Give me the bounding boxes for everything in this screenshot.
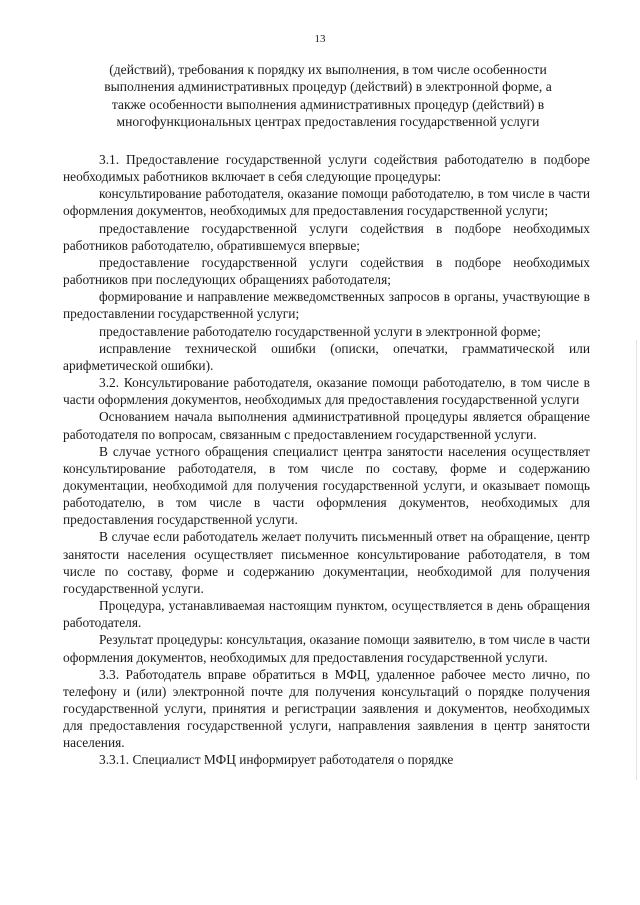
paragraph: В случае устного обращения специалист центра занятости населения осуществляет консультирование работодателя, в том числе по составу, форме и содержанию документации, необходимой для получения государственной услуги, и оказывает помощь работодателю, в том числе в части оформления документов, необходимых для предоставления государственной услуги. (63, 443, 590, 528)
page-number: 13 (314, 33, 326, 45)
paragraph: 3.3.1. Специалист МФЦ информирует работодателя о порядке (99, 752, 454, 768)
section-heading (78, 61, 578, 131)
paragraph: 3.2. Консультирование работодателя, оказание помощи работодателю, в том числе в части оформления документов, необходимых для предоставления государственной услуги (63, 375, 590, 408)
heading-line: также особенности выполнения административных процедур (действий) в (111, 96, 545, 112)
paragraph: В случае если работодатель желает получить письменный ответ на обращение, центр занятости населения осуществляет письменное консультирование работодателя, в том числе по составу, форме и содержанию документации, необходимой для получения государственной услуги. (63, 529, 590, 596)
paragraph: исправление технической ошибки (описки, опечатки, грамматической или арифметической ошибки). (63, 340, 590, 373)
paragraph: предоставление работодателю государственной услуги в электронной форме; (99, 323, 541, 339)
paragraph: формирование и направление межведомственных запросов в органы, участвующие в предоставлении государственной услуги; (63, 289, 590, 322)
paragraph: Основанием начала выполнения административной процедуры является обращение работодателя по вопросам, связанным с предоставлением государственной услуги. (63, 409, 590, 442)
paragraph: предоставление государственной услуги содействия в подборе необходимых работников при последующих обращениях работодателя; (63, 254, 590, 288)
paragraph: 3.1. Предоставление государственной услуги содействия работодателю в подборе необходимых работников включает в себя следующие процедуры: (63, 152, 590, 185)
heading-line: (действий), требования к порядку их выполнения, в том числе особенности (109, 62, 547, 77)
heading-line: многофункциональных центрах предоставления государственной услуги (116, 114, 540, 130)
paragraph: Процедура, устанавливаемая настоящим пунктом, осуществляется в день обращения работодателя. (63, 598, 590, 631)
body-text (63, 151, 590, 769)
scan-edge-line (636, 340, 637, 780)
paragraph: 3.3. Работодатель вправе обратиться в МФЦ, удаленное рабочее место лично, по телефону и (или) электронной почте для получения консультаций о порядке получения государственной услуги, принятия и регистрации заявления и документов, необходимых для предоставления государственной услуги, направления заявления в центр занятости населения. (63, 666, 590, 751)
paragraph: предоставление государственной услуги содействия в подборе необходимых работников работодателю, обратившемуся впервые; (63, 220, 590, 253)
heading-line: выполнения административных процедур (действий) в электронной форме, а (104, 79, 552, 95)
paragraph: консультирование работодателя, оказание помощи работодателю, в том числе в части оформления документов, необходимых для предоставления государственной услуги; (63, 186, 590, 219)
paragraph: Результат процедуры: консультация, оказание помощи заявителю, в том числе в части оформления документов, необходимых для предоставления государственной услуги. (63, 632, 590, 665)
